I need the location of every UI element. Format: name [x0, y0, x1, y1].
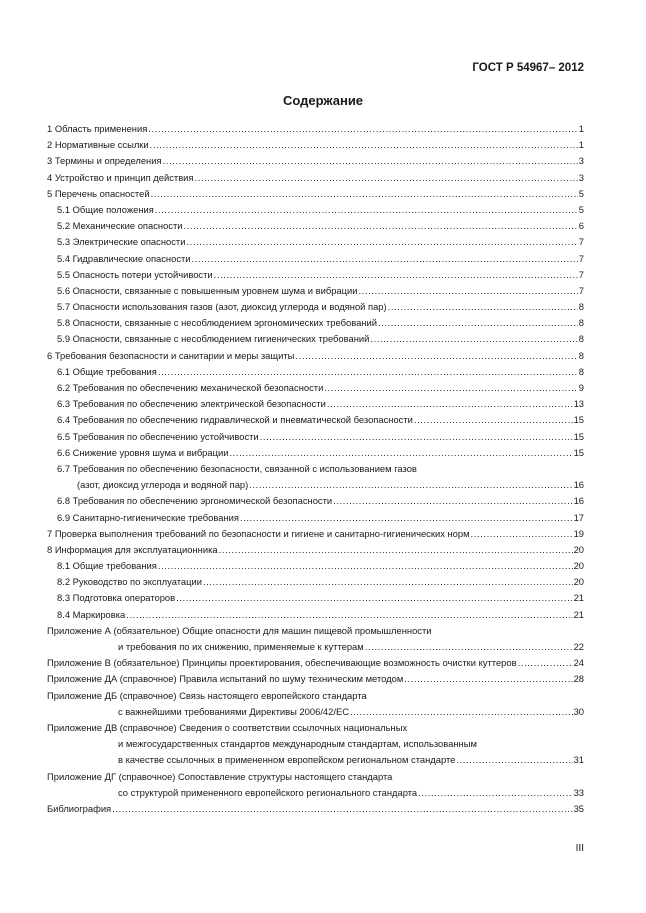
- toc-leader-dots: [219, 542, 573, 558]
- table-of-contents: [47, 121, 584, 817]
- toc-entry-page: 8: [578, 349, 584, 361]
- toc-entry[interactable]: [47, 153, 584, 169]
- toc-entry-title: 6.1 Общие требования: [57, 365, 157, 377]
- toc-entry[interactable]: [47, 348, 584, 364]
- toc-entry-title: 6.5 Требования по обеспечению устойчивости: [57, 430, 259, 442]
- toc-entry-page: 9: [578, 382, 584, 393]
- toc-leader-dots: [112, 801, 572, 817]
- toc-entry-title: 6.4 Требования по обеспечению гидравлической и пневматической безопасности: [57, 414, 413, 426]
- toc-entry-page: 15: [573, 446, 584, 458]
- toc-leader-dots: [214, 267, 578, 283]
- toc-entry-page: 7: [578, 284, 584, 296]
- toc-leader-dots: [195, 170, 578, 186]
- toc-entry-page: 13: [573, 398, 584, 410]
- toc-entry-title: 5.7 Опасности использования газов (азот, диоксид углерода и водяной пар): [57, 301, 387, 313]
- toc-entry[interactable]: [47, 493, 584, 509]
- toc-entry-title: Приложение ДА (справочное) Правила испытаний по шуму техническим методом: [47, 673, 404, 685]
- toc-entry[interactable]: [47, 234, 584, 250]
- toc-entry-title: 1 Область применения: [47, 123, 148, 134]
- toc-entry-title: и требования по их снижению, применяемые к куттерам: [118, 641, 364, 652]
- toc-entry-page: 8: [578, 365, 584, 377]
- toc-leader-dots: [150, 137, 578, 153]
- toc-entry[interactable]: [47, 218, 584, 234]
- page-title: Содержание: [282, 93, 364, 108]
- toc-entry-page: 16: [573, 479, 584, 491]
- toc-leader-dots: [249, 477, 572, 493]
- toc-entry[interactable]: [47, 186, 584, 202]
- toc-entry[interactable]: [47, 639, 584, 655]
- toc-entry-page: 19: [573, 527, 584, 539]
- toc-entry-title: 2 Нормативные ссылки: [47, 139, 149, 151]
- toc-entry[interactable]: [47, 202, 584, 218]
- toc-entry[interactable]: [47, 445, 584, 461]
- toc-leader-dots: [176, 590, 572, 606]
- toc-entry-title: в качестве ссылочных в примененном европейском региональном стандарте: [118, 754, 456, 766]
- toc-entry-title: (азот, диоксид углерода и водяной пар): [77, 479, 249, 491]
- toc-entry-title: 8.2 Руководство по эксплуатации: [57, 576, 202, 588]
- toc-entry-page: 8: [578, 301, 584, 313]
- toc-leader-dots: [158, 364, 578, 380]
- toc-entry-title: Приложение ДБ (справочное) Связь настоящего европейского стандарта: [47, 689, 367, 701]
- toc-entry-title: 8 Информация для эксплуатационника: [47, 543, 218, 555]
- toc-entry[interactable]: [47, 510, 584, 526]
- toc-entry[interactable]: [47, 429, 584, 445]
- toc-leader-dots: [388, 299, 578, 315]
- toc-leader-dots: [203, 574, 573, 590]
- toc-entry-title: 5.8 Опасности, связанные с несоблюдением эргономических требований: [57, 317, 377, 329]
- toc-entry[interactable]: [47, 526, 584, 542]
- toc-entry-title: 6.7 Требования по обеспечению безопасности, связанной с использованием газов: [57, 462, 417, 474]
- toc-leader-dots: [229, 445, 572, 461]
- toc-entry-page: 5: [578, 203, 584, 215]
- toc-leader-dots: [295, 348, 577, 364]
- toc-entry[interactable]: [47, 251, 584, 267]
- toc-entry-page: 1: [578, 123, 584, 134]
- toc-entry[interactable]: [47, 704, 584, 720]
- toc-entry[interactable]: [47, 720, 584, 736]
- toc-leader-dots: [192, 251, 578, 267]
- toc-entry-title: 6.8 Требования по обеспечению эргономической безопасности: [57, 495, 333, 507]
- toc-entry-title: 8.3 Подготовка операторов: [57, 592, 176, 604]
- toc-entry[interactable]: [47, 574, 584, 590]
- toc-entry[interactable]: [47, 752, 584, 768]
- toc-entry-title: Приложение ДВ (справочное) Сведения о соответствии ссылочных национальных: [47, 721, 408, 733]
- toc-leader-dots: [260, 429, 573, 445]
- toc-entry-page: 21: [573, 608, 584, 620]
- toc-leader-dots: [151, 186, 578, 202]
- toc-entry-title: 5.6 Опасности, связанные с повышенным уровнем шума и вибрации: [57, 284, 358, 296]
- toc-entry-title: 5.3 Электрические опасности: [57, 236, 186, 248]
- toc-leader-dots: [365, 639, 573, 655]
- toc-entry-title: Библиография: [47, 802, 112, 814]
- toc-entry-page: 33: [573, 786, 584, 798]
- toc-leader-dots: [158, 558, 573, 574]
- toc-leader-dots: [155, 202, 578, 218]
- toc-entry-page: 15: [573, 414, 584, 426]
- toc-entry-page: 7: [578, 252, 584, 264]
- toc-leader-dots: [186, 234, 577, 250]
- toc-entry-page: 6: [578, 220, 584, 232]
- toc-entry[interactable]: [47, 267, 584, 283]
- toc-entry[interactable]: [47, 299, 584, 315]
- toc-entry-page: 7: [578, 268, 584, 280]
- toc-leader-dots: [414, 412, 573, 428]
- toc-leader-dots: [163, 153, 578, 169]
- toc-entry-page: 5: [578, 187, 584, 199]
- toc-entry-title: со структурой примененного европейского регионального стандарта: [118, 786, 418, 798]
- toc-entry-title: 6.3 Требования по обеспечению электрической безопасности: [57, 398, 326, 410]
- toc-entry[interactable]: [47, 121, 584, 137]
- toc-leader-dots: [333, 493, 572, 509]
- toc-entry[interactable]: [47, 380, 584, 396]
- toc-entry-title: 8.1 Общие требования: [57, 560, 157, 572]
- toc-entry-title: Приложение В (обязательное) Принципы проектирования, обеспечивающие возможность очистки куттеров: [47, 657, 517, 669]
- toc-entry[interactable]: [47, 412, 584, 428]
- toc-entry-title: и межгосударственных стандартов международным стандартам, использованным: [118, 738, 477, 750]
- toc-entry-title: 4 Устройство и принцип действия: [47, 171, 194, 183]
- toc-entry-title: 3 Термины и определения: [47, 155, 162, 167]
- page-number: III: [575, 843, 584, 854]
- toc-leader-dots: [126, 607, 572, 623]
- toc-leader-dots: [358, 283, 577, 299]
- toc-entry-page: 21: [573, 592, 584, 604]
- toc-entry[interactable]: [47, 477, 584, 493]
- toc-entry-title: 6.9 Санитарно-гигиенические требования: [57, 511, 239, 523]
- toc-entry[interactable]: [47, 542, 584, 558]
- toc-entry-page: 16: [573, 495, 584, 507]
- toc-leader-dots: [184, 218, 578, 234]
- toc-entry[interactable]: [47, 170, 584, 186]
- toc-entry-page: 7: [578, 236, 584, 248]
- toc-leader-dots: [471, 526, 573, 542]
- toc-leader-dots: [327, 396, 573, 412]
- toc-entry-title: 6.6 Снижение уровня шума и вибрации: [57, 446, 229, 458]
- toc-entry-title: Приложение ДГ (справочное) Сопоставление структуры настоящего стандарта: [47, 770, 393, 782]
- toc-entry-title: 5.5 Опасность потери устойчивости: [57, 268, 213, 280]
- toc-entry-page: 3: [578, 171, 584, 183]
- document-id: ГОСТ Р 54967– 2012: [472, 62, 584, 74]
- toc-entry[interactable]: [47, 331, 584, 347]
- toc-entry-page: 35: [573, 802, 584, 814]
- toc-entry-title: 6 Требования безопасности и санитарии и меры защиты: [47, 349, 295, 361]
- toc-entry-title: 5.9 Опасности, связанные с несоблюдением гигиенических требований: [57, 333, 370, 345]
- toc-entry[interactable]: [47, 623, 584, 639]
- toc-entry-page: 8: [578, 317, 584, 329]
- toc-leader-dots: [404, 671, 572, 687]
- toc-leader-dots: [240, 510, 573, 526]
- toc-entry[interactable]: [47, 315, 584, 331]
- toc-entry-title: 8.4 Маркировка: [57, 608, 126, 620]
- toc-leader-dots: [370, 331, 577, 347]
- toc-entry[interactable]: [47, 736, 584, 752]
- toc-entry[interactable]: [47, 396, 584, 412]
- toc-entry[interactable]: [47, 590, 584, 606]
- toc-entry-title: Приложение А (обязательное) Общие опасности для машин пищевой промышленности: [47, 624, 432, 636]
- toc-entry[interactable]: [47, 364, 584, 380]
- toc-entry-page: 31: [573, 754, 584, 766]
- toc-entry-page: 8: [578, 333, 584, 345]
- toc-entry-title: 7 Проверка выполнения требований по безопасности и гигиене и санитарно-гигиенических норм: [47, 527, 470, 539]
- toc-entry-title: 5.2 Механические опасности: [57, 220, 183, 232]
- toc-leader-dots: [518, 655, 573, 671]
- toc-entry-page: 24: [573, 657, 584, 669]
- toc-entry[interactable]: [47, 801, 584, 817]
- toc-entry-title: с важнейшими требованиями Директивы 2006/42/ЕС: [118, 705, 349, 717]
- toc-leader-dots: [456, 752, 572, 768]
- toc-entry-page: 30: [573, 705, 584, 717]
- toc-entry-title: 5.4 Гидравлические опасности: [57, 252, 191, 264]
- toc-entry[interactable]: [47, 671, 584, 687]
- toc-entry-page: 22: [573, 641, 584, 652]
- toc-entry[interactable]: [47, 655, 584, 671]
- toc-entry[interactable]: [47, 688, 584, 704]
- toc-entry-page: 20: [573, 576, 584, 588]
- toc-entry[interactable]: [47, 461, 584, 477]
- toc-leader-dots: [378, 315, 578, 331]
- toc-entry-title: 5 Перечень опасностей: [47, 187, 150, 199]
- toc-entry[interactable]: [47, 607, 584, 623]
- toc-entry[interactable]: [47, 558, 584, 574]
- toc-entry-page: 3: [578, 155, 584, 167]
- toc-entry-page: 28: [573, 673, 584, 685]
- toc-leader-dots: [418, 785, 572, 801]
- toc-entry-title: 5.1 Общие положения: [57, 203, 154, 215]
- toc-entry-page: 15: [573, 430, 584, 442]
- toc-entry-page: 20: [573, 560, 584, 572]
- toc-entry-title: 6.2 Требования по обеспечению механической безопасности: [57, 382, 324, 393]
- toc-entry-page: 20: [573, 543, 584, 555]
- toc-entry[interactable]: [47, 769, 584, 785]
- toc-leader-dots: [350, 704, 573, 720]
- toc-entry[interactable]: [47, 137, 584, 153]
- toc-entry-page: 17: [573, 511, 584, 523]
- toc-leader-dots: [324, 380, 577, 396]
- toc-entry[interactable]: [47, 785, 584, 801]
- toc-entry[interactable]: [47, 283, 584, 299]
- toc-entry-page: 1: [578, 139, 584, 151]
- toc-leader-dots: [148, 121, 577, 137]
